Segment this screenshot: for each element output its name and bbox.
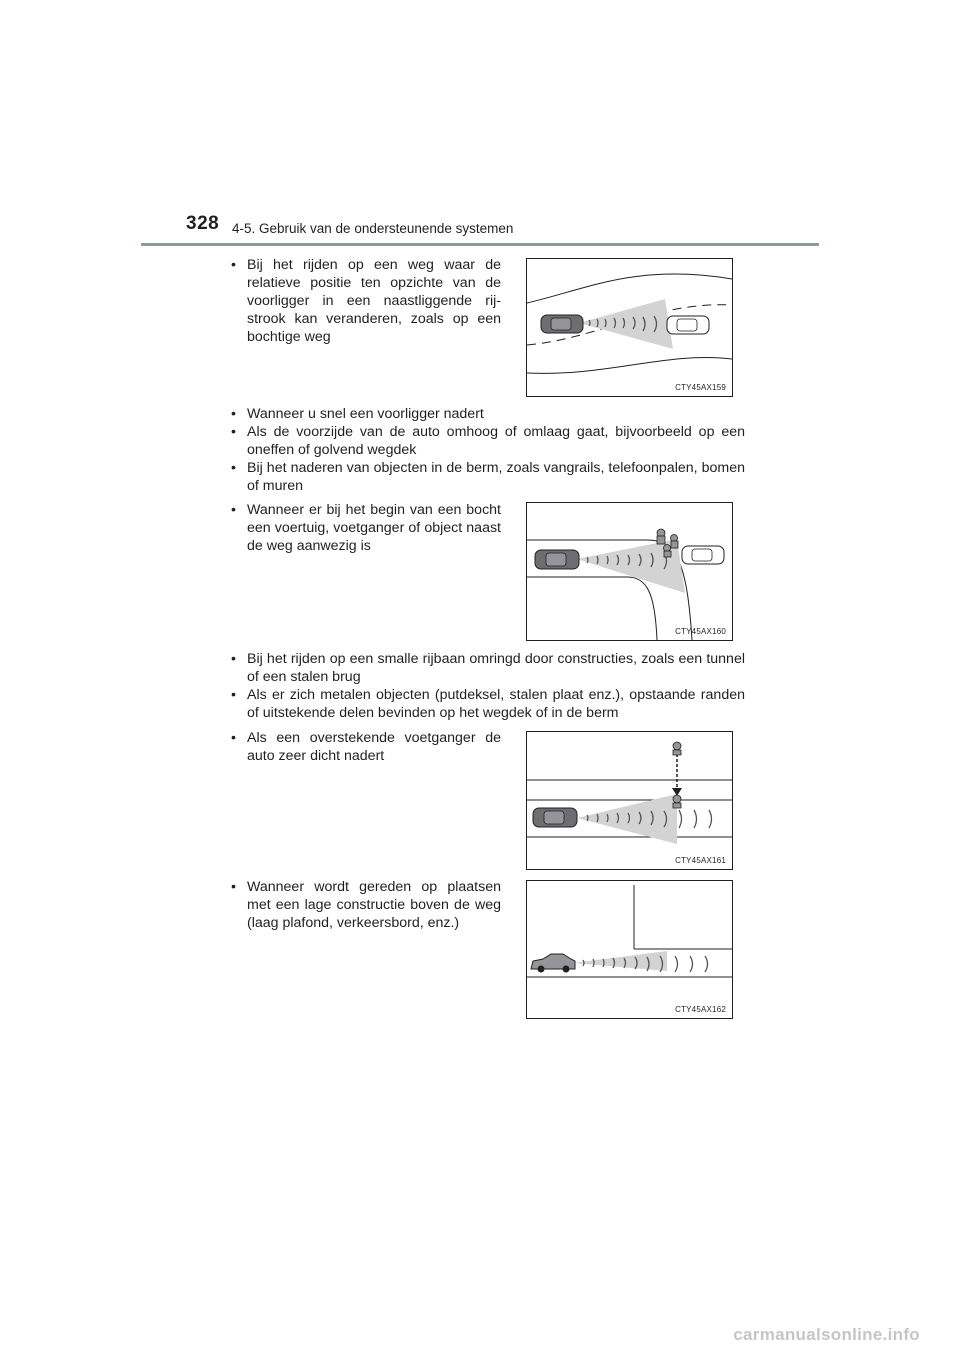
radar-beam xyxy=(579,299,673,349)
figure-code-4: CTY45AX162 xyxy=(675,1005,726,1014)
own-car-side xyxy=(531,954,575,973)
figure-low-structure xyxy=(526,880,733,1019)
bullet-approach-fast: • Wanneer u snel een voorligger nadert xyxy=(227,405,745,423)
bullet-block-2 xyxy=(227,405,745,495)
bullet-block-5 xyxy=(227,729,501,765)
bullet-block-3 xyxy=(227,501,501,555)
watermark: carmanualsonline.info xyxy=(733,1325,920,1344)
figure-code-3: CTY45AX161 xyxy=(675,856,726,865)
figure-code-1: CTY45AX159 xyxy=(675,383,726,392)
low-structure-illustration xyxy=(527,881,732,1018)
bullet-curve-start: • Wanneer er bij het begin van een bocht een voertuig, voetganger of object naast de weg aanwezig is xyxy=(227,501,501,555)
lead-car xyxy=(667,316,709,334)
bullet-roadside-objects: • Bij het naderen van objecten in de berm, zoals vangrails, telefoonpalen, bomen of muren xyxy=(227,459,745,495)
figure-code-2: CTY45AX160 xyxy=(675,627,726,636)
bullet-low-structure: • Wanneer wordt gereden op plaatsen met een lage constructie boven de weg (laag plafond, verkeersbord, enz.) xyxy=(227,878,501,932)
figure-curvy-road xyxy=(526,258,733,397)
curvy-road-illustration xyxy=(527,259,732,396)
section-title: 4-5. Gebruik van de ondersteunende systemen xyxy=(232,221,514,236)
bullet-crossing-pedestrian: • Als een overstekende voetganger de auto zeer dicht nadert xyxy=(227,729,501,765)
bullet-front-up-down: • Als de voorzijde van de auto omhoog of omlaag gaat, bijvoorbeeld op een oneffen of golvend wegdek xyxy=(227,423,745,459)
own-car xyxy=(535,550,579,569)
page-number: 328 xyxy=(186,213,220,234)
header-divider xyxy=(141,243,819,246)
radar-beam xyxy=(573,951,667,971)
bullet-metal-objects: • Als er zich metalen objecten (putdeksel, stalen plaat enz.), opstaande randen of uitstekende delen bevinden op het wegdek of in de berm xyxy=(227,686,745,722)
bullet-narrow-lane: • Bij het rijden op een smalle rijbaan omringd door constructies, zoals een tunnel of een stalen brug xyxy=(227,650,745,686)
oncoming-car xyxy=(682,546,724,564)
own-car xyxy=(541,315,583,333)
bullet-block-4 xyxy=(227,650,745,722)
crossing-pedestrian-illustration xyxy=(527,732,732,869)
bullet-curvy-road: • Bij het rijden op een weg waar de relatieve positie ten opzichte van de voorligger in een naastliggende rij-strook kan veranderen, zoals op een bochtige weg xyxy=(227,256,501,346)
own-car xyxy=(533,808,577,827)
bullet-block-6 xyxy=(227,878,501,932)
curve-start-illustration xyxy=(527,503,732,640)
figure-curve-start xyxy=(526,502,733,641)
figure-crossing-pedestrian xyxy=(526,731,733,870)
bullet-block-1 xyxy=(227,256,501,346)
